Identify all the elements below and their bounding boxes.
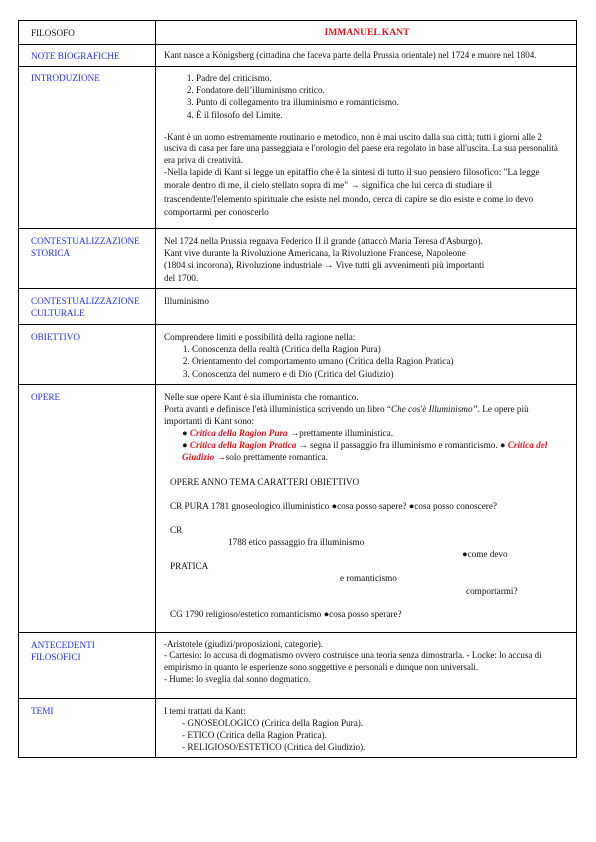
note-label: NOTE BIOGRAFICHE [19, 45, 156, 67]
bullet-icon: ● [182, 428, 188, 439]
intro-row [19, 67, 577, 229]
list-item: 3. Punto di collegamento tra illuminismo e romanticismo. [196, 96, 566, 108]
philosopher-name: IMMANUEL KANT [156, 21, 577, 45]
storica-label: CONTESTUALIZZAZIONE STORICA [19, 229, 156, 289]
storica-line: (1804 si incorona), Rivoluzione industriale → Vive tutti gli avvenimenti più importanti [164, 260, 485, 271]
list-item: 4. È il filosofo del Limite. [196, 109, 566, 121]
opera-title: Critica della Ragion Pratica [189, 440, 297, 451]
obiettivo-label: OBIETTIVO [19, 325, 156, 385]
intro-label: INTRODUZIONE [19, 67, 156, 229]
opere-table-row: CR PURA 1781 gnoseologico illuministico ●cosa posso sapere? ●cosa posso conoscere? [170, 500, 497, 511]
storica-content [156, 229, 577, 289]
opere-intro [164, 403, 566, 427]
list-item: 2. Orientamento del comportamento umano (Critica della Ragion Pratica) [192, 355, 566, 367]
opere-cell: ●come devo [462, 548, 508, 559]
intro-paragraph-routine: -Kant è un uomo estremamente routinario e metodico, non è mai uscito dalla sua città; tutti i giorni alle 2 usciva di casa per fare una passeggiata e l'orologio del paese era regolato in base all'uscita. La sua personalità era priva di creatività. [164, 131, 558, 166]
bullet-icon: ● [182, 440, 188, 451]
temi-label: TEMI [19, 698, 156, 758]
list-item: 3. Conoscenza del numero e di Dio (Critica del Giudizio) [192, 368, 566, 380]
temi-intro: I temi trattati da Kant: [164, 705, 246, 716]
list-item: 1. Padre del criticismo. [196, 72, 566, 84]
note-row [19, 45, 577, 67]
storica-row [19, 229, 577, 289]
list-item: 1. Conoscenza della realtà (Critica della Ragion Pura) [192, 343, 566, 355]
opere-cell: e romanticismo [340, 572, 397, 583]
antecedenti-line: - Cartesio: lo accusa di dogmatismo ovvero costruisce una teoria senza dimostrarla. - Locke: lo accusa di empirismo in quanto le esperienze sono soggettive e personali e dunque non universali. [164, 650, 542, 673]
culturale-row [19, 289, 577, 325]
opere-book-title: Che cos'è Illuminismo” [390, 403, 478, 414]
tema-item: - RELIGIOSO/ESTETICO (Critica del Giudizio). [182, 742, 366, 753]
opere-cell: 1788 etico passaggio fra illuminismo [228, 536, 365, 547]
note-text: Kant nasce a Königsberg (cittadina che faceva parte della Prussia orientale) nel 1724 e muore nel 1804. [156, 45, 577, 67]
antecedenti-row [19, 632, 577, 698]
tema-item: - GNOSEOLOGICO (Critica della Ragion Pura). [182, 717, 364, 728]
opere-text: Porta avanti e definisce l'età illuministica scrivendo un libro “ [164, 403, 391, 414]
tema-item: - ETICO (Critica della Ragion Pratica). [182, 729, 327, 740]
antecedenti-content [156, 632, 577, 698]
opera-description: →prettamente illuministica. [287, 428, 393, 439]
opera-item [164, 427, 566, 439]
antecedenti-label: ANTECEDENTI FILOSOFICI [19, 632, 156, 698]
kant-summary-table [18, 20, 577, 758]
opera-title: Critica della Ragion Pura [189, 428, 288, 439]
storica-line: Nel 1724 nella Prussia regnava Federico II il grande (attaccò Maria Teresa d'Asburgo). [164, 236, 483, 247]
obiettivo-content [156, 325, 577, 385]
opera-title: Critica del Giudizio [182, 440, 548, 463]
opere-label: OPERE [19, 384, 156, 632]
opere-content [156, 384, 577, 632]
opere-cell: PRATICA [170, 560, 209, 571]
bullet-icon: ● [499, 440, 506, 451]
obiettivo-intro: Comprendere limiti e possibilità della ragione nella: [164, 332, 356, 343]
opere-cell: comportarmi? [466, 585, 518, 596]
obiettivo-row [19, 325, 577, 385]
opere-table-row: CG 1790 religioso/estetico romanticismo ●cosa posso sperare? [170, 608, 402, 619]
intro-content [156, 67, 577, 229]
opere-row [19, 384, 577, 632]
opere-table-header: OPERE ANNO TEMA CARATTERI OBIETTIVO [170, 476, 360, 487]
antecedenti-line: - Hume: lo sveglia dal sonno dogmatico. [164, 673, 311, 684]
storica-line: Kant vive durante la Rivoluzione Americana, la Rivoluzione Francese, Napoleone [164, 248, 466, 259]
intro-paragraph-epitaph: -Nella lapide di Kant si legge un epitaffio che è la sintesi di tutto il suo pensiero filosofico: "La legge morale dentro di me, il cielo stellato sopra di me" → significa che lui cerca di studiare il trascendente/l'elemento spirituale che esiste nel mondo, cerca di capire se dio esiste e come io devo comportarmi per conoscerlo [164, 167, 540, 219]
opera-description: → segna il passaggio fra illuminismo e romanticismo. [296, 440, 500, 451]
list-item: 2. Fondatore dell’illuminismo critico. [196, 84, 566, 96]
opere-line: Nelle sue opere Kant è sia illuminista che romantico. [164, 391, 359, 402]
antecedenti-line: -Aristotele (giudizi/proposizioni, categorie). [164, 638, 323, 649]
opera-description: →solo prettamente romantica. [214, 452, 328, 463]
storica-line: del 1700. [164, 272, 199, 283]
opere-table-row [170, 524, 566, 596]
header-row [19, 21, 577, 45]
header-label: FILOSOFO [19, 21, 156, 45]
opere-cell: CR [170, 524, 183, 535]
obiettivo-list [164, 343, 566, 379]
temi-content [156, 698, 577, 758]
culturale-label: CONTESTUALIZZAZIONE CULTURALE [19, 289, 156, 325]
opere-table [164, 476, 566, 620]
opera-item [164, 439, 566, 463]
opere-text: . Le opere più importanti di Kant sono: [164, 403, 529, 426]
intro-list [164, 72, 566, 121]
temi-row [19, 698, 577, 758]
culturale-text: Illuminismo [156, 289, 577, 325]
